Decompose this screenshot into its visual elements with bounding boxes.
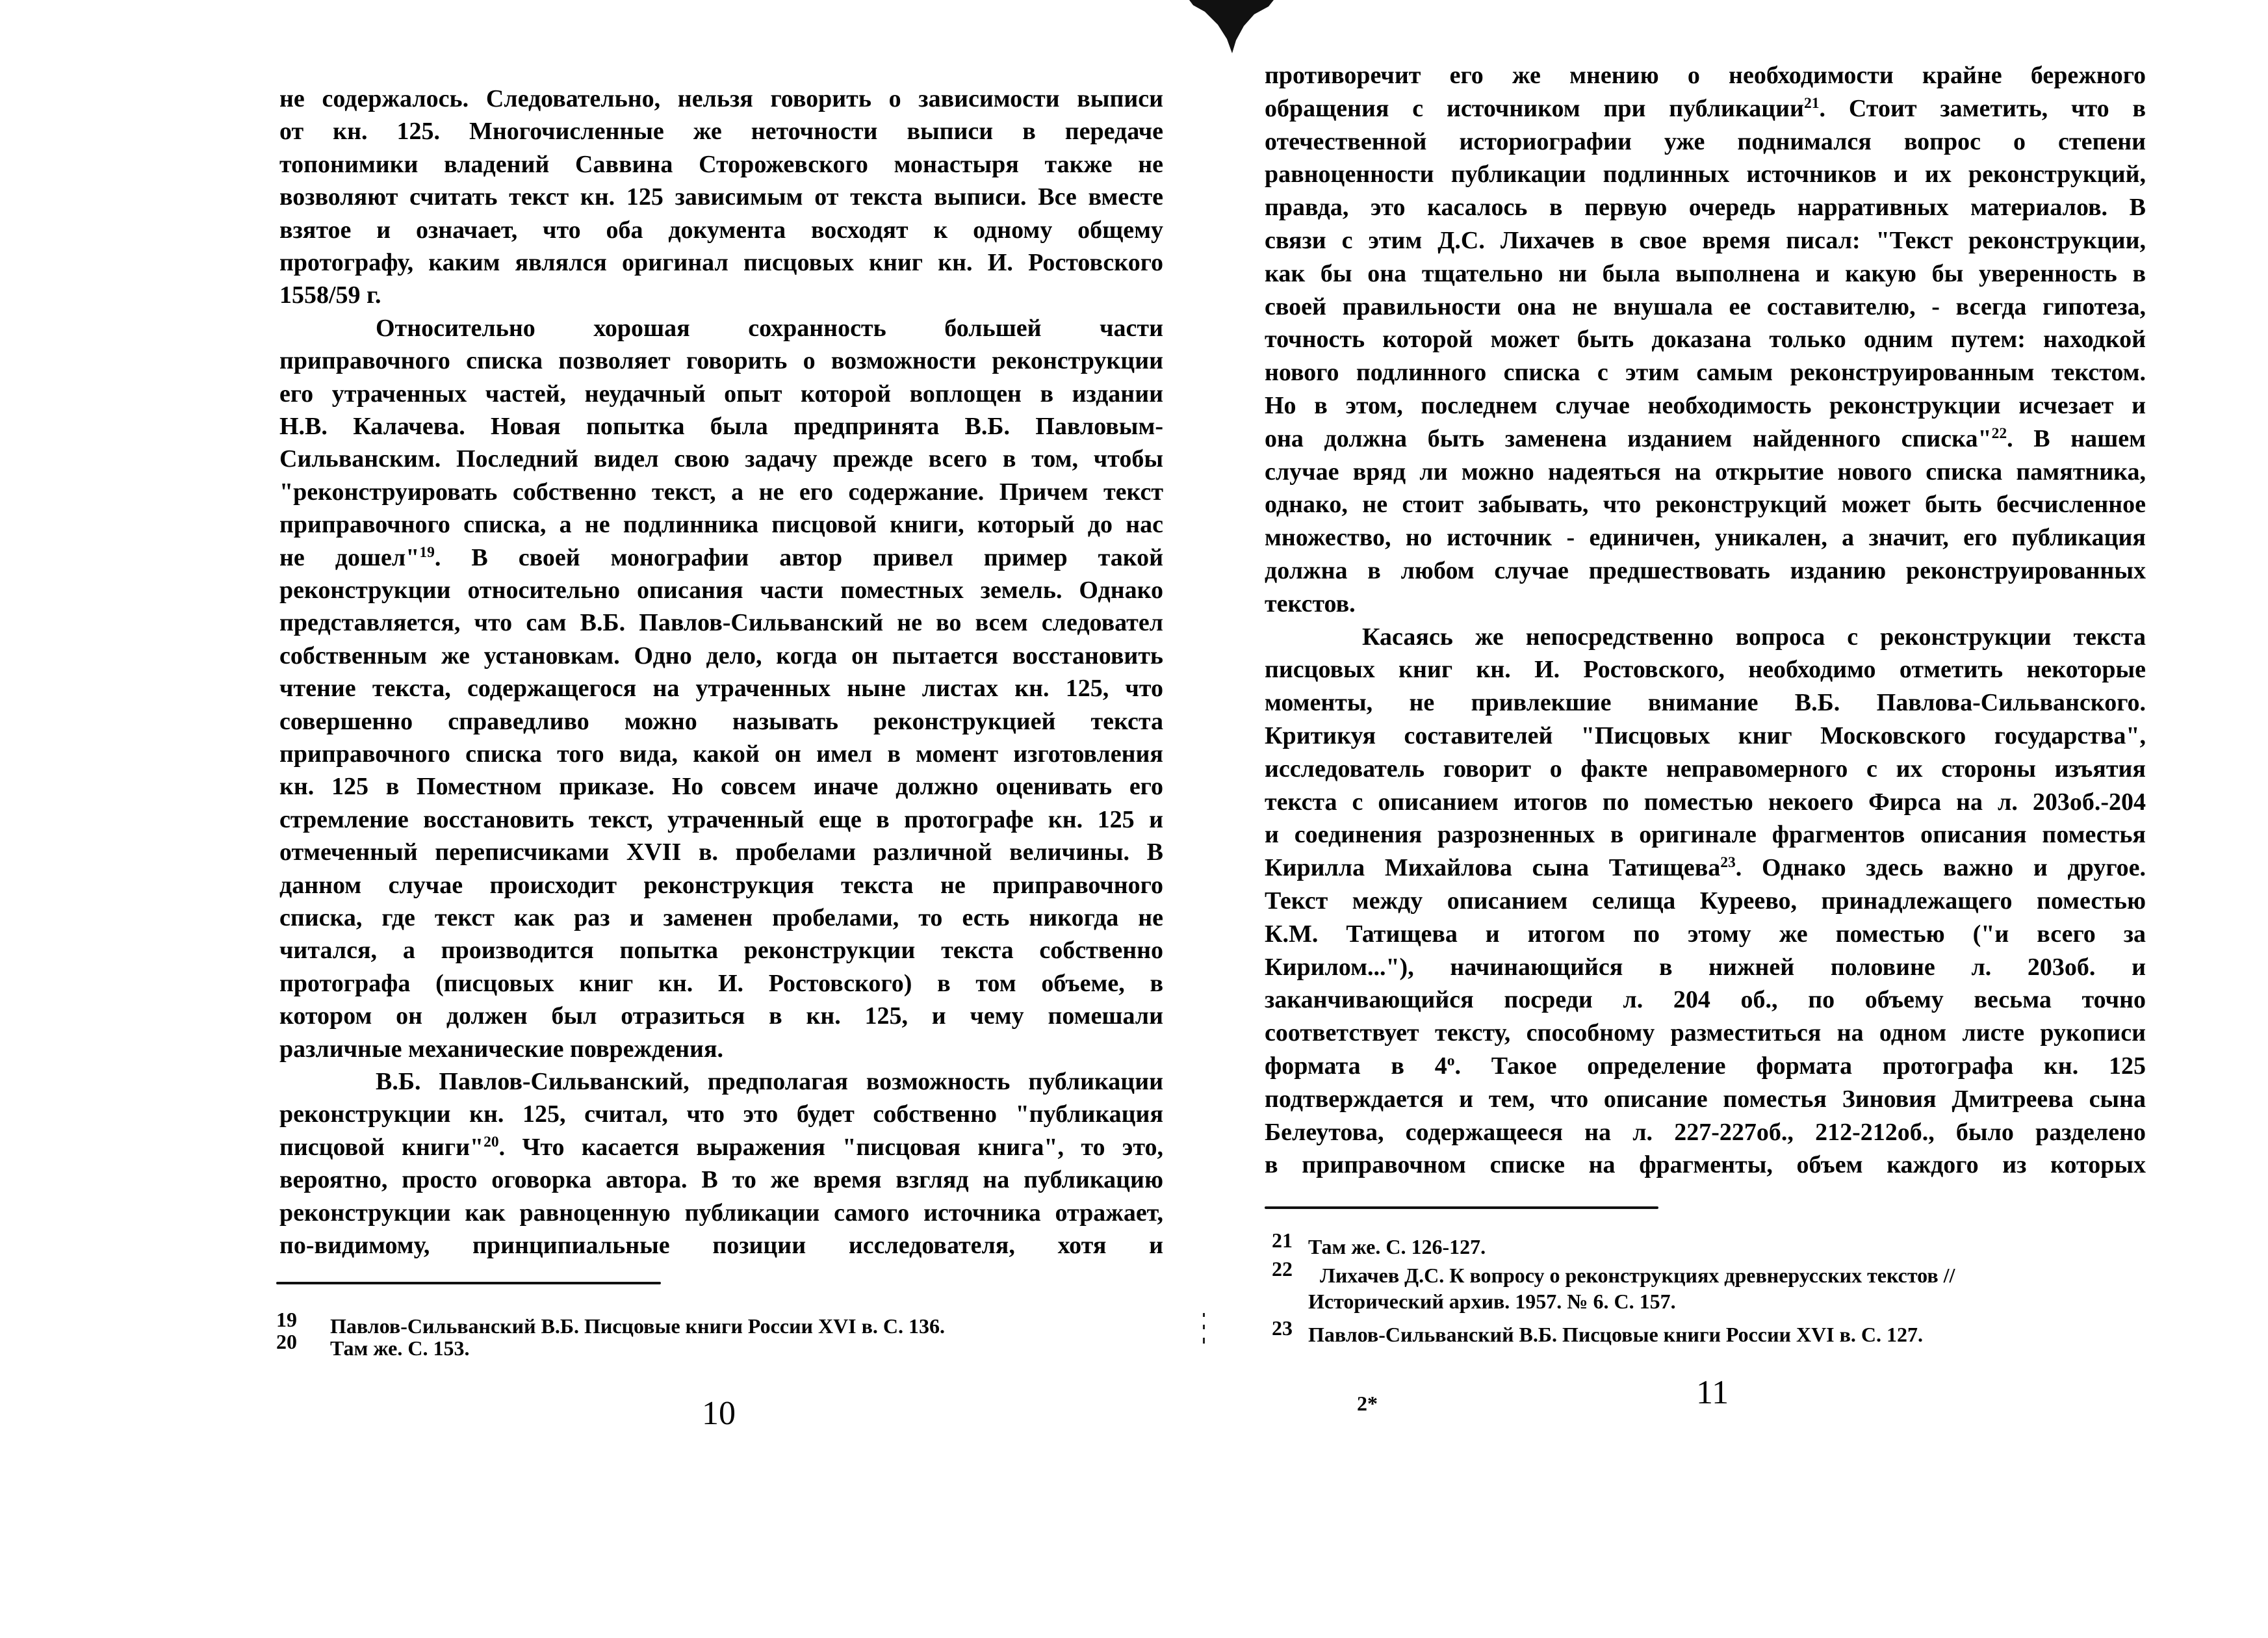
- text-line: [1265, 191, 2146, 224]
- line-text: возволяют считать текст кн. 125 зависимым от текста выписи. Все вместе: [279, 183, 1163, 211]
- text-line: [1265, 1050, 2146, 1082]
- text-line: [279, 640, 1163, 672]
- text-line: [279, 967, 1163, 1000]
- text-line: [279, 803, 1163, 836]
- text-line: [1265, 885, 2146, 917]
- text-line: [279, 279, 1163, 311]
- text-line: [1265, 323, 2146, 356]
- text-line: [279, 705, 1163, 738]
- line-text: однако, не стоит забывать, что реконструкций может быть бесчисленное: [1265, 491, 2146, 519]
- page-number: 11: [1696, 1374, 1729, 1411]
- page-number: 10: [702, 1395, 736, 1432]
- text-line: [1265, 92, 2146, 125]
- footnote-text: Исторический архив. 1957. № 6. С. 157.: [1308, 1290, 1676, 1313]
- line-text: В.Б. Павлов-Сильванский, предполагая возможность публикации: [376, 1068, 1163, 1095]
- line-text: "реконструировать собственно текст, а не его содержание. Причем текст: [279, 478, 1163, 506]
- text-line: [279, 770, 1163, 803]
- line-text: равноценности публикации подлинных источников и их реконструкций,: [1265, 161, 2146, 188]
- gutter-marks: [1201, 1313, 1207, 1346]
- text-line: [279, 1197, 1163, 1229]
- line-text: не дошел": [279, 543, 420, 571]
- text-line: [279, 508, 1163, 541]
- text-line: [279, 1098, 1163, 1130]
- footnote-number: 20: [276, 1330, 297, 1353]
- footnote-text: Там же. С. 153.: [330, 1336, 470, 1360]
- line-text: . Что касается выражения "писцовая книга", то это,: [498, 1133, 1163, 1161]
- text-line: [376, 312, 1163, 344]
- text-line: [1265, 1017, 2146, 1049]
- text-line: [1265, 983, 2146, 1016]
- line-text: реконструкции относительно описания части поместных земель. Однако: [279, 577, 1163, 604]
- text-line: [1265, 389, 2146, 422]
- line-text: . Однако здесь важно и другое.: [1735, 854, 2146, 882]
- line-text: как бы она тщательно ни была выполнена и какую бы уверенность в: [1265, 259, 2146, 287]
- line-text: писцовой книги": [279, 1133, 484, 1161]
- text-line: [279, 541, 1163, 574]
- line-text: собственным же установкам. Одно дело, когда он пытается восстановить: [279, 642, 1163, 670]
- line-text: реконструкции кн. 125, считал, что это будет собственно "публикация: [279, 1100, 1163, 1128]
- line-text: котором он должен был отразиться в кн. 125, и чему помешали: [279, 1002, 1163, 1030]
- footnote-reference: 19: [419, 543, 435, 561]
- line-text: не содержалось. Следовательно, нельзя говорить о зависимости выписи: [279, 85, 1163, 112]
- text-line: [279, 1229, 1163, 1262]
- line-text: отечественной историографии уже поднимался вопрос о степени: [1265, 127, 2146, 155]
- line-text: связи с этим Д.С. Лихачев в свое время писал: "Текст реконструкции,: [1265, 227, 2146, 254]
- text-line: [1362, 621, 2146, 653]
- signature-mark: 2*: [1357, 1392, 1378, 1415]
- line-text: представляется, что сам В.Б. Павлов-Сильванский не во всем следовател: [279, 609, 1163, 637]
- footnote-number: 23: [1272, 1316, 1293, 1340]
- line-text: обращения с источником при публикации: [1265, 94, 1804, 122]
- line-text: случае вряд ли можно надеяться на открытие нового списка памятника,: [1265, 458, 2146, 486]
- text-line: [1265, 158, 2146, 190]
- text-line: [376, 1065, 1163, 1098]
- line-text: протографа (писцовых книг кн. И. Ростовского) в том объеме, в: [279, 969, 1163, 997]
- line-text: чтение текста, содержащегося на утраченных ныне листах кн. 125, что: [279, 675, 1163, 703]
- text-line: [279, 378, 1163, 410]
- text-line: [279, 574, 1163, 606]
- text-line: [1265, 786, 2146, 818]
- line-text: по-видимому, принципиальные позиции исследователя, хотя и: [279, 1232, 1163, 1259]
- text-line: [1265, 224, 2146, 257]
- line-text: совершенно справедливо можно называть реконструкцией текста: [279, 707, 1163, 735]
- line-text: . В своей монографии автор привел пример такой: [434, 543, 1163, 571]
- line-text: она должна быть заменена изданием найденного списка": [1265, 424, 1992, 452]
- line-text: приправочного списка того вида, какой он имел в момент изготовления: [279, 740, 1163, 768]
- line-text: писцовых книг кн. И. Ростовского, необходимо отметить некоторые: [1265, 656, 2146, 684]
- footnote-text: Павлов-Сильванский В.Б. Писцовые книги России XVI в. С. 127.: [1308, 1323, 1924, 1346]
- line-text: кн. 125 в Поместном приказе. Но совсем иначе должно оценивать его: [279, 773, 1163, 801]
- line-text: Относительно хорошая сохранность большей части: [376, 314, 1163, 342]
- text-line: [279, 672, 1163, 705]
- line-text: 1558/59 г.: [279, 281, 381, 309]
- line-text: множество, но источник - единичен, уникален, а значит, его публикация: [1265, 524, 2146, 552]
- text-line: [1265, 588, 2146, 620]
- text-line: [279, 476, 1163, 508]
- line-text: Сильванским. Последний видел свою задачу прежде всего в том, чтобы: [279, 445, 1163, 473]
- line-text: правда, это касалось в первую очередь нарративных материалов. В: [1265, 194, 2146, 222]
- text-line: [279, 181, 1163, 213]
- footnote-number: 21: [1272, 1228, 1293, 1252]
- line-text: Кирилла Михайлова сына Татищева: [1265, 854, 1721, 882]
- line-text: противоречит его же мнению о необходимости крайне бережного: [1265, 62, 2146, 89]
- text-line: [1265, 1116, 2146, 1149]
- line-text: приправочного списка, а не подлинника писцовой книги, который до нас: [279, 511, 1163, 539]
- line-text: Текст между описанием селища Куреево, принадлежащего поместью: [1265, 887, 2146, 915]
- line-text: заканчивающийся посреди л. 204 об., по объему весьма точно: [1265, 986, 2146, 1014]
- line-text: формата в 4: [1265, 1052, 1447, 1080]
- text-line: [1265, 918, 2146, 950]
- footnote-reference: 20: [483, 1133, 499, 1150]
- line-text: текстов.: [1265, 590, 1356, 618]
- text-line: [1265, 521, 2146, 554]
- text-line: [1265, 753, 2146, 785]
- footnote-text: Павлов-Сильванский В.Б. Писцовые книги России XVI в. С. 136.: [330, 1314, 946, 1338]
- line-text: . В нашем: [2007, 424, 2146, 452]
- text-line: [279, 1033, 1163, 1065]
- text-line: [279, 934, 1163, 967]
- text-line: [1265, 488, 2146, 521]
- footnote-reference: 22: [1991, 424, 2007, 442]
- text-line: [1265, 356, 2146, 389]
- text-line: [1265, 422, 2146, 455]
- line-text: К.М. Татищева и итогом по этому же поместью ("и всего за: [1265, 920, 2146, 948]
- line-text: стремление восстановить текст, утраченный еще в протографе кн. 125 и: [279, 805, 1163, 833]
- line-text: исследователь говорит о факте неправомерного с их стороны изъятия: [1265, 755, 2146, 783]
- line-text: взятое и означает, что оба документа восходят к одному общему: [279, 216, 1163, 244]
- footnote-reference: о: [1447, 1052, 1455, 1070]
- text-line: [279, 410, 1163, 443]
- line-text: Критикуя составителей "Писцовых книг Московского государства",: [1265, 722, 2146, 749]
- text-line: [279, 246, 1163, 279]
- line-text: Касаясь же непосредственно вопроса с реконструкции текста: [1362, 623, 2146, 651]
- text-line: [1265, 456, 2146, 488]
- text-line: [279, 606, 1163, 639]
- line-text: точность которой может быть доказана только одним путем: находкой: [1265, 326, 2146, 354]
- footnote-text: Лихачев Д.С. К вопросу о реконструкциях древнерусских текстов //: [1320, 1264, 1955, 1287]
- line-text: и соединения разрозненных в оригинале фрагментов описания поместья: [1265, 821, 2146, 849]
- text-line: [279, 344, 1163, 377]
- text-line: [1265, 818, 2146, 851]
- text-line: [1265, 125, 2146, 158]
- text-line: [1265, 257, 2146, 290]
- line-text: нового подлинного списка с этим самым реконструированным текстом.: [1265, 359, 2146, 387]
- text-line: [1265, 1149, 2146, 1181]
- footnote-text: Там же. С. 126-127.: [1308, 1235, 1486, 1258]
- line-text: протографу, каким являлся оригинал писцовых книг кн. И. Ростовского: [279, 249, 1163, 276]
- line-text: вероятно, просто оговорка автора. В то же время взгляд на публикацию: [279, 1166, 1163, 1194]
- line-text: Н.В. Калачева. Новая попытка была предпринята В.Б. Павловым-: [279, 413, 1163, 440]
- text-line: [279, 83, 1163, 115]
- text-line: [1265, 291, 2146, 323]
- text-line: [1265, 59, 2146, 92]
- line-text: своей правильности она не внушала ее составителю, - всегда гипотеза,: [1265, 292, 2146, 320]
- text-line: [1265, 951, 2146, 983]
- text-line: [1265, 686, 2146, 719]
- line-text: Но в этом, последнем случае необходимость реконструкции исчезает и: [1265, 392, 2146, 419]
- footnote-reference: 23: [1720, 854, 1736, 872]
- line-text: реконструкции как равноценную публикации самого источника отражает,: [279, 1199, 1163, 1227]
- right-page: [1134, 0, 2268, 1638]
- text-line: [279, 115, 1163, 148]
- footnote-separator: [276, 1282, 661, 1284]
- text-line: [279, 1164, 1163, 1196]
- line-text: должна в любом случае предшествовать изданию реконструированных: [1265, 557, 2146, 584]
- binding-ink-blot: [1189, 0, 1274, 55]
- line-text: . Такое определение формата протографа кн. 125: [1454, 1052, 2146, 1080]
- text-line: [1265, 554, 2146, 587]
- line-text: его утраченных частей, неудачный опыт которой воплощен в издании: [279, 380, 1163, 408]
- footnote-reference: 21: [1803, 94, 1820, 112]
- text-line: [279, 1131, 1163, 1164]
- text-line: [1265, 852, 2146, 884]
- text-line: [1265, 653, 2146, 686]
- line-text: читался, а производится попытка реконструкции текста собственно: [279, 937, 1163, 965]
- line-text: Кирилом..."), начинающийся в нижней половине л. 203об. и: [1265, 953, 2146, 981]
- text-line: [279, 738, 1163, 770]
- text-line: [279, 148, 1163, 181]
- line-text: различные механические повреждения.: [279, 1035, 723, 1063]
- footnote-number: 22: [1272, 1257, 1293, 1280]
- line-text: текста с описанием итогов по поместью некоего Фирса на л. 203об.-204: [1265, 788, 2146, 816]
- line-text: списка, где текст как раз и заменен пробелами, то есть никогда не: [279, 904, 1163, 931]
- line-text: подтверждается и тем, что описание поместья Зиновия Дмитреева сына: [1265, 1085, 2146, 1113]
- footnote-separator: [1265, 1206, 1658, 1209]
- line-text: приправочного списка позволяет говорить о возможности реконструкции: [279, 347, 1163, 375]
- line-text: моменты, не привлекшие внимание В.Б. Павлова-Сильванского.: [1265, 689, 2146, 717]
- line-text: в приправочном списке на фрагменты, объем каждого из которых: [1265, 1151, 2146, 1179]
- text-line: [279, 214, 1163, 246]
- line-text: соответствует тексту, способному разместиться на одном листе рукописи: [1265, 1019, 2146, 1047]
- line-text: от кн. 125. Многочисленные же неточности выписи в передаче: [279, 118, 1163, 146]
- text-line: [279, 836, 1163, 868]
- line-text: данном случае происходит реконструкция текста не приправочного: [279, 871, 1163, 899]
- text-line: [279, 1000, 1163, 1032]
- line-text: . Стоит заметить, что в: [1819, 94, 2146, 122]
- text-line: [279, 869, 1163, 902]
- text-line: [279, 902, 1163, 934]
- text-line: [1265, 1083, 2146, 1115]
- line-text: отмеченный переписчиками XVII в. пробелами различной величины. В: [279, 838, 1163, 866]
- footnote-number: 19: [276, 1308, 297, 1331]
- text-line: [1265, 720, 2146, 752]
- text-line: [279, 443, 1163, 475]
- line-text: Белеутова, содержащееся на л. 227-227об., 212-212об., было разделено: [1265, 1118, 2146, 1146]
- line-text: топонимики владений Саввина Сторожевского монастыря также не: [279, 150, 1163, 178]
